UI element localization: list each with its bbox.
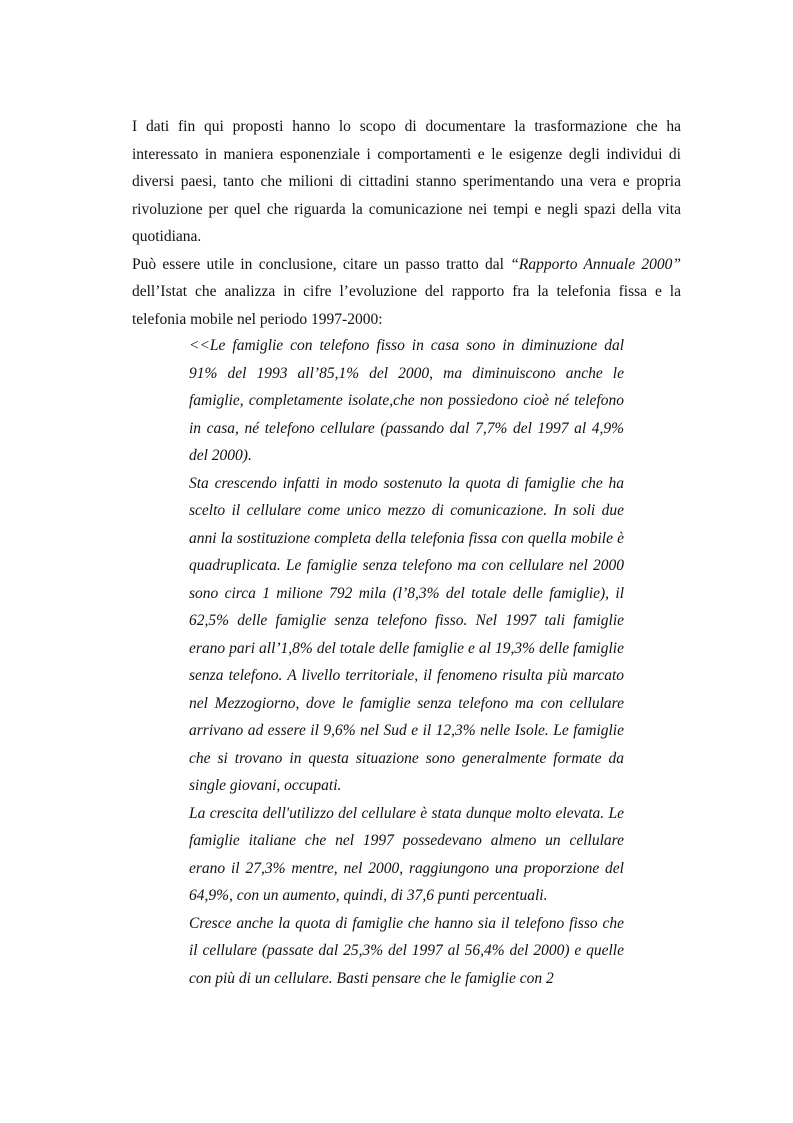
citation-paragraph <box>132 251 681 334</box>
citation-text-after: dell’Istat che analizza in cifre l’evoluzione del rapporto fra la telefonia fissa e la telefonia mobile nel periodo 1997-2000: <box>132 283 681 328</box>
quote-paragraph-2: Sta crescendo infatti in modo sostenuto la quota di famiglie che ha scelto il cellulare come unico mezzo di comunicazione. In soli due anni la sostituzione completa della telefonia fissa con quella mobile è quadruplicata. Le famiglie senza telefono ma con cellulare nel 2000 sono circa 1 milione 792 mila (l’8,3% del totale delle famiglie), il 62,5% delle famiglie senza telefono fisso. Nel 1997 tali famiglie erano pari all’1,8% del totale delle famiglie e al 19,3% delle famiglie senza telefono. A livello territoriale, il fenomeno risulta più marcato nel Mezzogiorno, dove le famiglie senza telefono ma con cellulare arrivano ad essere il 9,6% nel Sud e il 12,3% nelle Isole. Le famiglie che si trovano in questa situazione sono generalmente formate da single giovani, occupati. <box>189 474 624 794</box>
quote-block <box>189 332 624 992</box>
body-text <box>132 113 681 333</box>
quote-paragraph-4: Cresce anche la quota di famiglie che hanno sia il telefono fisso che il cellulare (passate dal 25,3% del 1997 al 56,4% del 2000) e quelle con più di un cellulare. Basti pensare che le famiglie con 2 <box>189 914 624 987</box>
citation-text-before: Può essere utile in conclusione, citare un passo tratto dal <box>132 255 511 273</box>
report-title: “Rapporto Annuale 2000” <box>510 255 681 273</box>
quote-paragraph-3: La crescita dell'utilizzo del cellulare è stata dunque molto elevata. Le famiglie italiane che nel 1997 possedevano almeno un cellulare erano il 27,3% mentre, nel 2000, raggiungono una proporzione del 64,9%, con un aumento, quindi, di 37,6 punti percentuali. <box>189 804 624 904</box>
quote-paragraph-1: <<Le famiglie con telefono fisso in casa sono in diminuzione dal 91% del 1993 all’85,1% del 2000, ma diminuiscono anche le famiglie, completamente isolate,che non possiedono cioè né telefono in casa, né telefono cellulare (passando dal 7,7% del 1997 al 4,9% del 2000). <box>189 337 624 464</box>
intro-paragraph: I dati fin qui proposti hanno lo scopo di documentare la trasformazione che ha interessato in maniera esponenziale i comportamenti e le esigenze degli individui di diversi paesi, tanto che milioni di cittadini stanno sperimentando una vera e propria rivoluzione per quel che riguarda la comunicazione nei tempi e negli spazi della vita quotidiana. <box>132 118 681 245</box>
